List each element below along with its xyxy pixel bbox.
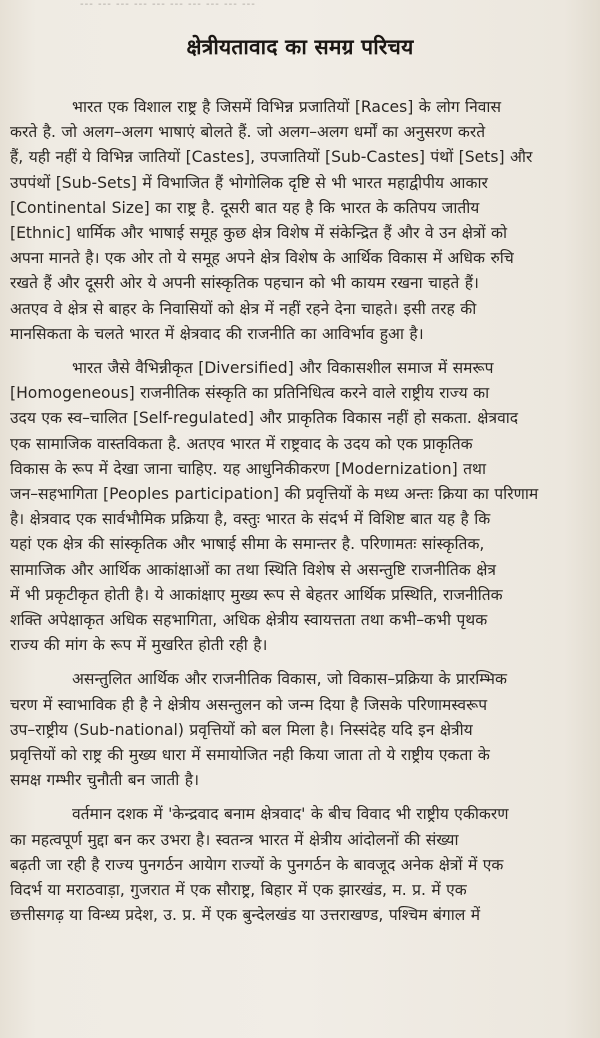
text-line: समक्ष गम्भीर चुनौती बन जाती है।	[10, 771, 199, 790]
text-line: बढ़ती जा रही है राज्य पुनगर्ठन आयेाग राज्यों के पुनगर्ठन के बावजूद अनेक क्षेत्रों में एक	[10, 855, 504, 874]
text-line: [Continental Size] का राष्ट्र है. दूसरी बात यह है कि भारत के कतिपय जातीय	[10, 198, 480, 217]
text-line: का महत्वपूर्ण मुद्दा बन कर उभरा है। स्वतन्त्र भारत में क्षेत्रीय आंदोलनों की संख्या	[10, 830, 459, 849]
top-bleed-text: --- --- --- --- --- --- --- --- --- ---	[80, 0, 256, 10]
text-line: प्रवृत्तियों को राष्ट्र की मुख्य धारा में समायोजित नही किया जाता तो ये राष्ट्रीय एकता के	[10, 746, 490, 765]
text-line: भारत एक विशाल राष्ट्र है जिसमें विभिन्न प्रजातियों [Races] के लोग निवास	[72, 98, 502, 116]
text-line: असन्तुलित आर्थिक और राजनीतिक विकास, जो विकास–प्रक्रिया के प्रारम्भिक	[72, 670, 507, 689]
text-line: अतएव वे क्षेत्र से बाहर के निवासियों को क्षेत्र में नहीं रहने देना चाहते। इसी तरह की	[10, 299, 477, 318]
text-line: विदर्भ या मराठवाड़ा, गुजरात में एक सौराष्ट्र, बिहार में एक झारखंड, म. प्र. में एक	[10, 881, 467, 900]
text-line: यहां एक क्षेत्र की सांस्कृतिक और भाषाई सीमा के समान्तर है. परिणामतः सांस्कृतिक,	[10, 535, 485, 554]
page-title: क्षेत्रीयतावाद का समग्र परिचय	[186, 35, 414, 59]
paragraph	[10, 356, 594, 658]
text-line: भारत जैसे वैभिन्नीकृत [Diversified] और विकासशील समाज में समरूप	[72, 359, 494, 378]
text-line: अपना मानते है। एक ओर तो ये समूह अपने क्षेत्र विशेष के आर्थिक विकास में अधिक रुचि	[10, 249, 514, 268]
text-line: चरण में स्वाभाविक ही है ने क्षेत्रीय असन्तुलन को जन्म दिया है जिसके परिणामस्वरूप	[10, 695, 488, 714]
text-line: उपपंथों [Sub-Sets] में विभाजित हैं भोगोलिक दृष्टि से भी भारत महाद्वीपीय आकार	[10, 173, 488, 192]
document-body	[10, 95, 594, 938]
paragraph	[10, 95, 594, 347]
text-line: उप–राष्ट्रीय (Sub-national) प्रवृत्तियों को बल मिला है। निस्संदेह यदि इन क्षेत्रीय	[10, 720, 473, 739]
text-line: करते है. जो अलग–अलग भाषाएं बोलते हैं. जो अलग–अलग धर्मों का अनुसरण करते	[10, 123, 486, 142]
text-line: सामाजिक और आर्थिक आकांक्षाओं का तथा स्थिति विशेष से असन्तुष्टि राजनीतिक क्षेत्र	[10, 560, 497, 579]
paragraph	[10, 802, 594, 928]
text-line: रखते हैं और दूसरी ओर ये अपनी सांस्कृतिक पहचान को भी कायम रखना चाहते हैं।	[10, 274, 479, 293]
text-line: [Homogeneous] राजनीतिक संस्कृति का प्रतिनिधित्व करने वाले राष्ट्रीय राज्य का	[10, 384, 490, 403]
text-line: उदय एक स्व–चालित [Self-regulated] और प्राकृतिक विकास नहीं हो सकता. क्षेत्रवाद	[10, 409, 519, 428]
text-line: एक सामाजिक वास्तविकता है. अतएव भारत में राष्ट्रवाद के उदय को एक प्राकृतिक	[10, 434, 473, 453]
text-line: राज्य की मांग के रूप में मुखरित होती रही है।	[10, 636, 268, 655]
text-line: शक्ति अपेक्षाकृत अधिक सहभागिता, अधिक क्षेत्रीय स्वायत्तता तथा कभी–कभी पृथक	[10, 611, 488, 630]
text-line: जन–सहभागिता [Peoples participation] की प्रवृत्तियों के मध्य अन्तः क्रिया का परिणाम	[10, 485, 539, 504]
text-line: [Ethnic] धार्मिक और भाषाई समूह कुछ क्षेत्र विशेष में संकेन्द्रित हैं और वे उन क्षेत्रों को	[10, 224, 508, 243]
text-line: छत्तीसगढ़ या विन्ध्य प्रदेश, उ. प्र. में एक बुन्देलखंड या उत्तराखण्ड, पश्चिम बंगाल में	[10, 906, 481, 925]
text-line: में भी प्रकृटीकृत होती है। ये आकांक्षाए मुख्य रूप से बेहतर आर्थिक प्रस्थिति, राजनीतिक	[10, 585, 503, 604]
text-line: मानसिकता के चलते भारत में क्षेत्रवाद की राजनीति का आविर्भाव हुआ है।	[10, 324, 424, 343]
text-line: विकास के रूप में देखा जाना चाहिए. यह आधुनिकीकरण [Modernization] तथा	[10, 459, 487, 478]
text-line: वर्तमान दशक में 'केन्द्रवाद बनाम क्षेत्रवाद' के बीच विवाद भी राष्ट्रीय एकीकरण	[72, 805, 509, 824]
text-line: हैं, यही नहीं ये विभिन्न जातियों [Castes], उपजातियों [Sub-Castes] पंथों [Sets] और	[10, 148, 533, 167]
paragraph	[10, 667, 594, 793]
text-line: है। क्षेत्रवाद एक सार्वभौमिक प्रक्रिया है, वस्तुः भारत के संदर्भ में विशिष्ट बात यह है कि	[10, 510, 491, 529]
